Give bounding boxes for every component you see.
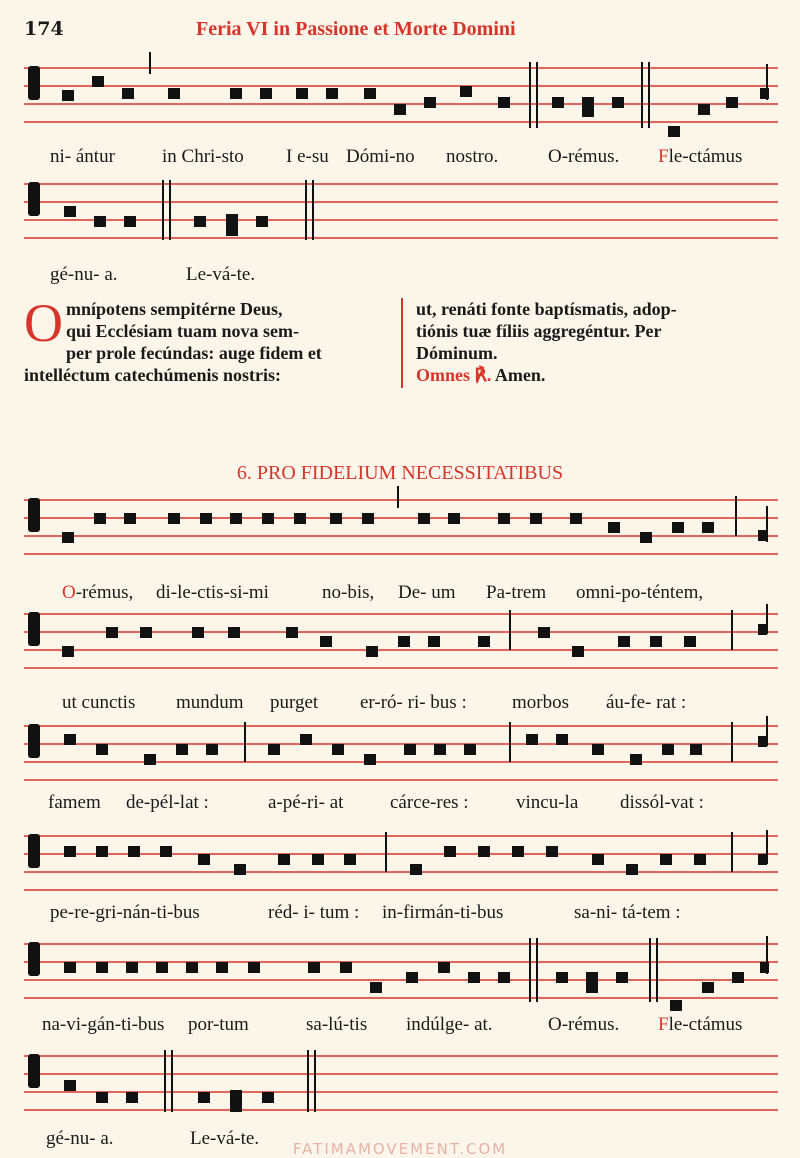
staff-5	[0, 712, 800, 792]
lyric-syllable: morbos	[512, 692, 569, 713]
lyric-syllable: ut cunctis	[62, 692, 136, 713]
page-number: 174	[24, 18, 64, 40]
staff-2	[0, 170, 800, 250]
lyric-syllable: omni-po-téntem,	[576, 582, 704, 603]
prayer-response	[416, 364, 786, 386]
watermark: FATIMAMOVEMENT.COM	[292, 1140, 508, 1158]
staff-8	[0, 1040, 800, 1120]
lyric-syllable: de-pél-lat :	[126, 792, 209, 813]
lyric-syllable: purget	[270, 692, 319, 713]
staff-7	[0, 930, 800, 1020]
prayer-right-column	[416, 298, 786, 386]
lyric-syllable: gé-nu- a.	[50, 264, 118, 285]
lyric-syllable: réd- i- tum :	[268, 902, 360, 923]
red-initial: F	[658, 1014, 669, 1035]
staff-1	[0, 52, 800, 152]
lyric-syllable: in Chri-sto	[162, 146, 244, 167]
lyric-syllable: O-rémus.	[548, 1014, 620, 1035]
lyric-syllable: mundum	[176, 692, 244, 713]
lyric-syllable: O-rémus,	[62, 582, 134, 603]
lyric-syllable: cárce-res :	[390, 792, 469, 813]
lyric-syllable: por-tum	[188, 1014, 249, 1035]
lyric-syllable: Fle-ctámus	[658, 1014, 743, 1035]
lyric-syllable: dissól-vat :	[620, 792, 704, 813]
lyric-syllable: Le-vá-te.	[186, 264, 256, 285]
prayer-left-column	[24, 293, 392, 386]
prayer-line: qui Ecclésiam tuam nova sem-	[66, 321, 299, 341]
lyric-syllable: áu-fe- rat :	[606, 692, 687, 713]
staff-4	[0, 600, 800, 680]
lyric-syllable: gé-nu- a.	[46, 1128, 114, 1149]
lyric-syllable: na-vi-gán-ti-bus	[42, 1014, 165, 1035]
staff-6	[0, 822, 800, 902]
lyric-syllable: Pa-trem	[486, 582, 547, 603]
prayer-line: ut, renáti fonte baptísmatis, adop-	[416, 299, 677, 319]
prayer-drop-cap: O	[24, 293, 63, 353]
page-title: Feria VI in Passione et Morte Domini	[196, 18, 516, 40]
lyric-syllable: indúlge- at.	[406, 1014, 493, 1035]
lyric-syllable: Fle-ctámus	[658, 146, 743, 167]
lyric-syllable: vincu-la	[516, 792, 579, 813]
lyric-syllable: O-rémus.	[548, 146, 620, 167]
lyric-syllable: no-bis,	[322, 582, 375, 603]
lyric-syllable: De- um	[398, 582, 456, 603]
lyric-syllable: nostro.	[446, 146, 499, 167]
lyric-syllable: pe-re-gri-nán-ti-bus	[50, 902, 200, 923]
lyric-syllable: di-le-ctis-si-mi	[156, 582, 269, 603]
response-text: Amen.	[494, 365, 546, 385]
prayer-line: tiónis tuæ fíliis aggregéntur. Per	[416, 321, 662, 341]
prayer-line: mnípotens sempitérne Deus,	[66, 299, 283, 319]
prayer-line: per prole fecúndas: auge fidem et	[66, 343, 322, 363]
lyric-syllable: Dómi-no	[346, 146, 415, 167]
lyric-syllable: a-pé-ri- at	[268, 792, 344, 813]
lyric-syllable: sa-lú-tis	[306, 1014, 368, 1035]
lyric-syllable: Le-vá-te.	[190, 1128, 260, 1149]
section-title: 6. PRO FIDELIUM NECESSITATIBUS	[236, 462, 564, 484]
red-initial: F	[658, 146, 669, 167]
lyric-syllable: er-ró- ri- bus :	[360, 692, 467, 713]
lyric-syllable: sa-ni- tá-tem :	[574, 902, 681, 923]
lyric-syllable: famem	[48, 792, 101, 813]
lyric-syllable: I e-su	[286, 146, 329, 167]
staff-3	[0, 486, 800, 566]
lyric-syllable: ni- ántur	[50, 146, 115, 167]
red-initial: O	[62, 582, 76, 603]
response-label: Omnes ℟.	[416, 365, 492, 385]
lyric-syllable: in-firmán-ti-bus	[382, 902, 504, 923]
column-divider	[401, 298, 403, 388]
prayer-line: intelléctum catechúmenis nostris:	[24, 365, 281, 385]
prayer-line: Dóminum.	[416, 343, 498, 363]
